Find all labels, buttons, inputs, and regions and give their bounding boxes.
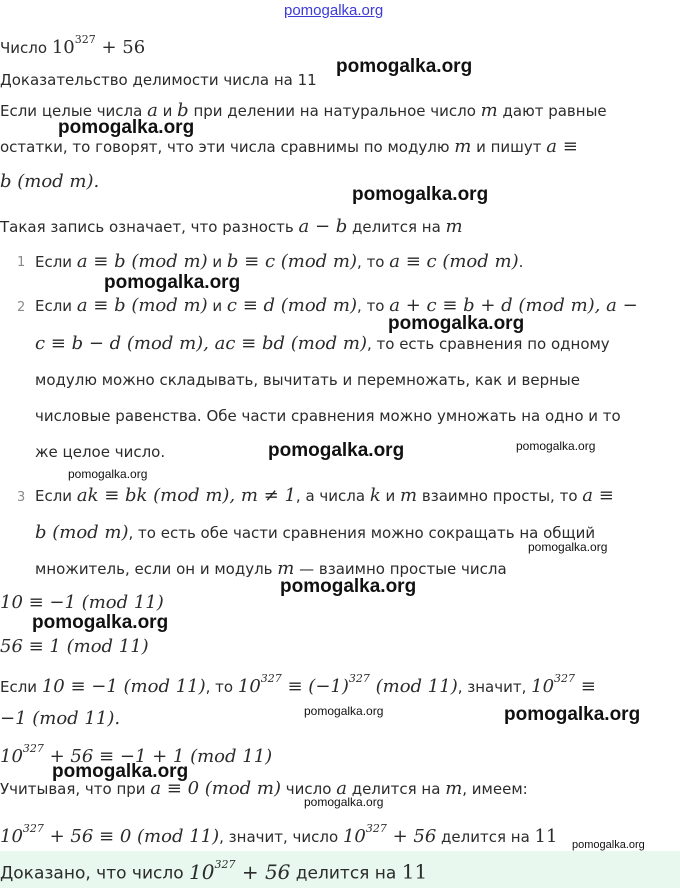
watermark: pomogalka.org (268, 440, 405, 461)
watermark-link-top[interactable]: pomogalka.org (284, 2, 384, 19)
list-number-2: 2 (17, 300, 26, 315)
calc-power-line-2: −1 (mod 11). (0, 708, 121, 729)
watermark: pomogalka.org (58, 117, 195, 138)
definition-line-2: остатки, то говорят, что эти числа сравнимы по модулю m и пишут a ≡ (0, 136, 578, 157)
rule-2-line-2: c ≡ b − d (mod m), ac ≡ bd (mod m), то есть сравнения по одному (35, 333, 610, 354)
rule-2-line-4: числовые равенства. Обе части сравнения можно умножать на одно и то (35, 407, 621, 425)
list-number-3: 3 (17, 490, 26, 505)
watermark: pomogalka.org (68, 467, 148, 481)
calc-conclusion: $10^{327} + 56 \equiv 0$ (mod 11), значит, число $10^{327} + 56$ делится на 11 (0, 822, 558, 847)
heading-expr: $10^{327} + 56$ (51, 33, 146, 58)
watermark: pomogalka.org (280, 576, 417, 597)
watermark: pomogalka.org (304, 704, 384, 718)
meaning-line: Такая запись означает, что разность a − b делится на m (0, 216, 463, 237)
rule-2-line-3: модулю можно складывать, вычитать и перемножать, как и верные (35, 371, 580, 389)
calc-zero-remark: Учитывая, что при a ≡ 0 (mod m) число a делится на m, имеем: (0, 778, 528, 799)
watermark: pomogalka.org (528, 540, 608, 554)
calc-sum-congruence: $10^{327} + 56 \equiv -1 + 1$ (mod 11) (0, 742, 273, 767)
rule-3-line-1: Если ak ≡ bk (mod m), m ≠ 1, а числа k и m взаимно просты, то a ≡ (35, 485, 614, 506)
watermark: pomogalka.org (104, 272, 241, 293)
final-answer: Доказано, что число $10^{327} + 56$ делится на 11 (0, 858, 428, 884)
rule-2-line-1: Если a ≡ b (mod m) и c ≡ d (mod m), то a + c ≡ b + d (mod m), a − (35, 295, 638, 316)
definition-line-1: Если целые числа a и b при делении на натуральное число m дают равные (0, 100, 607, 121)
rule-2-line-5: же целое число. (35, 443, 166, 461)
list-number-1: 1 (17, 255, 26, 270)
watermark: pomogalka.org (52, 761, 189, 782)
rule-3-line-2: b (mod m), то есть обе части сравнения можно сокращать на общий (35, 522, 596, 543)
definition-line-3: b (mod m). (0, 171, 100, 192)
heading-number (0, 33, 145, 58)
watermark: pomogalka.org (388, 313, 525, 334)
rule-1: Если a ≡ b (mod m) и b ≡ c (mod m), то a ≡ c (mod m). (35, 251, 524, 272)
rule-3-line-3: множитель, если он и модуль m — взаимно простые числа (35, 558, 507, 579)
watermark: pomogalka.org (572, 839, 645, 851)
calc-power-line-1: Если 10 ≡ −1 (mod 11), то $10^{327} \equiv (-1)^{327}$ (mod 11), значит, $10^{327}$ ≡ (0, 672, 596, 697)
watermark: pomogalka.org (504, 704, 641, 725)
calc-congruence-56: 56 ≡ 1 (mod 11) (0, 636, 149, 657)
watermark: pomogalka.org (352, 184, 489, 205)
subtitle: Доказательство делимости числа на 11 (0, 71, 317, 89)
watermark: pomogalka.org (304, 795, 384, 809)
watermark: pomogalka.org (32, 612, 169, 633)
watermark: pomogalka.org (336, 56, 473, 77)
calc-congruence-10: 10 ≡ −1 (mod 11) (0, 592, 164, 613)
heading-word: Число (0, 39, 48, 57)
watermark: pomogalka.org (516, 439, 596, 453)
